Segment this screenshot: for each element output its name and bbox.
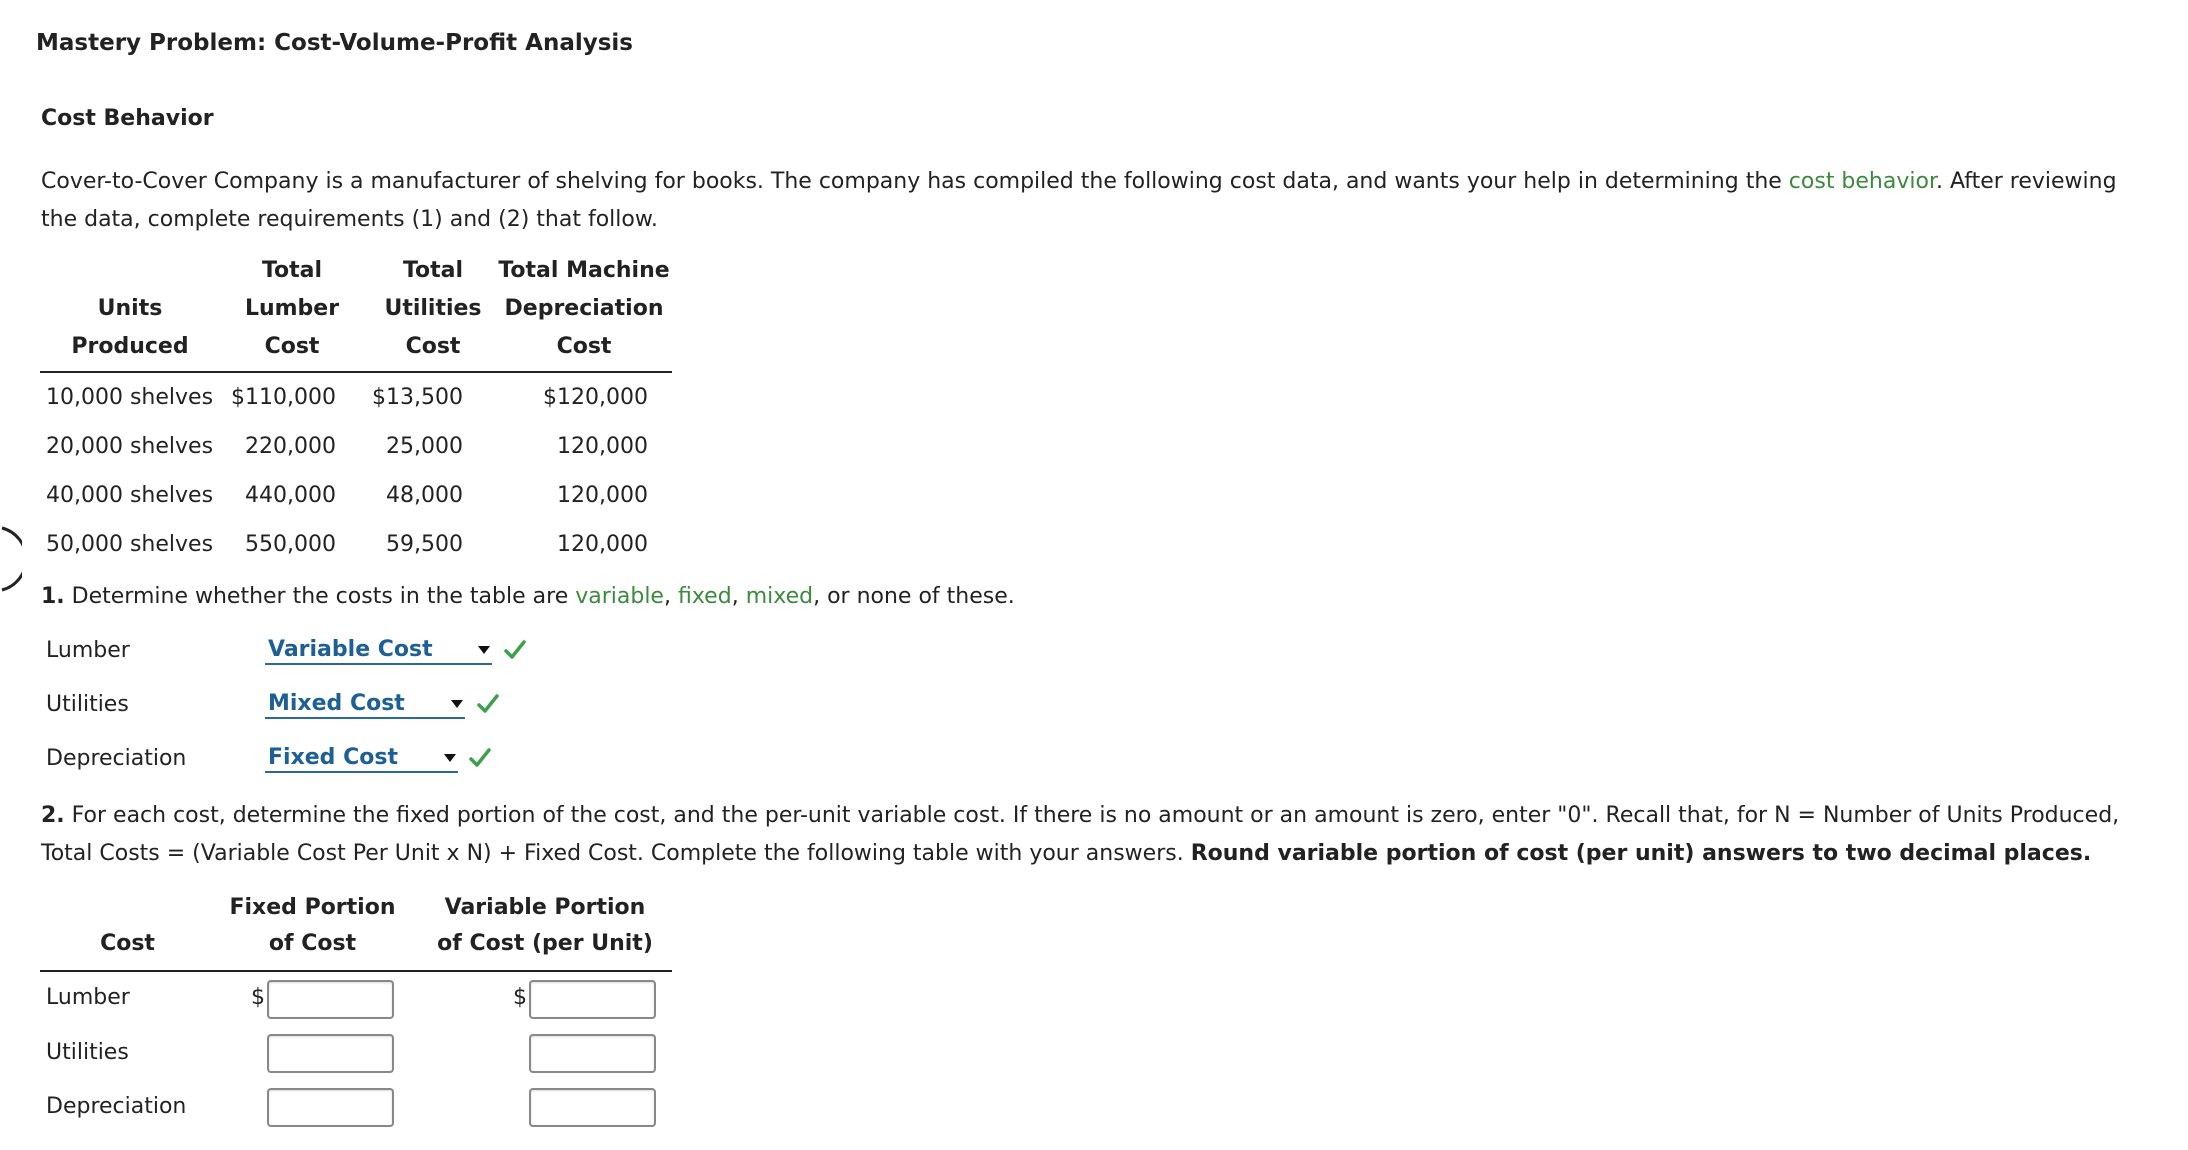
q2-header-variable: Variable Portion of Cost (per Unit) — [437, 895, 653, 956]
q2-header-fixed: Fixed Portion of Cost — [229, 895, 396, 956]
q1-depreciation-label: Depreciation — [46, 746, 187, 771]
header-depreciation: Total Machine Depreciation Cost — [498, 258, 670, 359]
mixed-link[interactable]: mixed — [745, 584, 814, 609]
utilities-variable-input[interactable] — [529, 1034, 656, 1073]
q1-lumber-label: Lumber — [46, 638, 130, 663]
currency-symbol: $ — [513, 985, 527, 1010]
row-2-utilities: 25,000 — [386, 434, 463, 459]
currency-symbol: $ — [251, 985, 265, 1010]
q2-lumber-label: Lumber — [46, 985, 130, 1010]
row-1-depreciation: $120,000 — [543, 385, 648, 410]
row-1-utilities: $13,500 — [372, 385, 463, 410]
row-2-units: 20,000 shelves — [46, 434, 214, 459]
q2-header-cost: Cost — [100, 931, 155, 956]
check-icon — [476, 692, 500, 716]
chevron-down-icon — [478, 646, 490, 654]
question-1: 1. Determine whether the costs in the table are variable, fixed, mixed, or none of these. — [41, 584, 1015, 609]
row-2-depreciation: 120,000 — [557, 434, 648, 459]
header-lumber: Total Lumber Cost — [244, 258, 340, 359]
fixed-link[interactable]: fixed — [677, 584, 732, 609]
q2-depreciation-label: Depreciation — [46, 1094, 187, 1119]
row-4-depreciation: 120,000 — [557, 532, 648, 557]
row-3-depreciation: 120,000 — [557, 483, 648, 508]
header-utilities: Total Utilities Cost — [384, 258, 482, 359]
q1-utilities-label: Utilities — [46, 692, 129, 717]
row-3-lumber: 440,000 — [245, 483, 336, 508]
row-3-units: 40,000 shelves — [46, 483, 214, 508]
q2-utilities-label: Utilities — [46, 1040, 129, 1065]
row-4-lumber: 550,000 — [245, 532, 336, 557]
row-3-utilities: 48,000 — [386, 483, 463, 508]
q2-header-rule — [40, 970, 672, 972]
row-2-lumber: 220,000 — [245, 434, 336, 459]
intro-paragraph: Cover-to-Cover Company is a manufacturer of shelving for books. The company has compiled the following cost data, and wants your help in determining the cost behavior. After reviewing the data, complete requirements (1) and (2) that follow. — [41, 169, 2117, 232]
variable-link[interactable]: variable — [575, 584, 664, 609]
table-header-rule — [40, 371, 672, 373]
scroll-marker-icon — [0, 524, 22, 594]
check-icon — [503, 638, 527, 662]
question-2: 2. For each cost, determine the fixed portion of the cost, and the per-unit variable cost. If there is no amount or an amount is zero, enter "0". Recall that, for N = Number of Units Produced, Total Costs = (Variable Cost Per Unit x N) + Fixed Cost. Complete the following table with your answers. Round variable portion of cost (per unit) answers to two decimal places. — [41, 803, 2120, 866]
depreciation-fixed-input[interactable] — [267, 1088, 394, 1127]
cost-behavior-link[interactable]: cost behavior — [1788, 169, 1936, 194]
chevron-down-icon — [444, 754, 456, 762]
chevron-down-icon — [451, 700, 463, 708]
depreciation-select[interactable]: Fixed Cost — [265, 746, 458, 773]
page-title: Mastery Problem: Cost-Volume-Profit Analysis — [36, 30, 633, 56]
lumber-fixed-input[interactable] — [267, 980, 394, 1019]
utilities-fixed-input[interactable] — [267, 1034, 394, 1073]
lumber-select[interactable]: Variable Cost — [265, 638, 492, 665]
lumber-variable-input[interactable] — [529, 980, 656, 1019]
row-1-units: 10,000 shelves — [46, 385, 214, 410]
row-4-utilities: 59,500 — [386, 532, 463, 557]
depreciation-variable-input[interactable] — [529, 1088, 656, 1127]
section-heading: Cost Behavior — [41, 106, 214, 131]
check-icon — [468, 746, 492, 770]
utilities-select[interactable]: Mixed Cost — [265, 692, 465, 719]
row-4-units: 50,000 shelves — [46, 532, 214, 557]
row-1-lumber: $110,000 — [231, 385, 336, 410]
header-units: Units Produced — [71, 296, 189, 359]
